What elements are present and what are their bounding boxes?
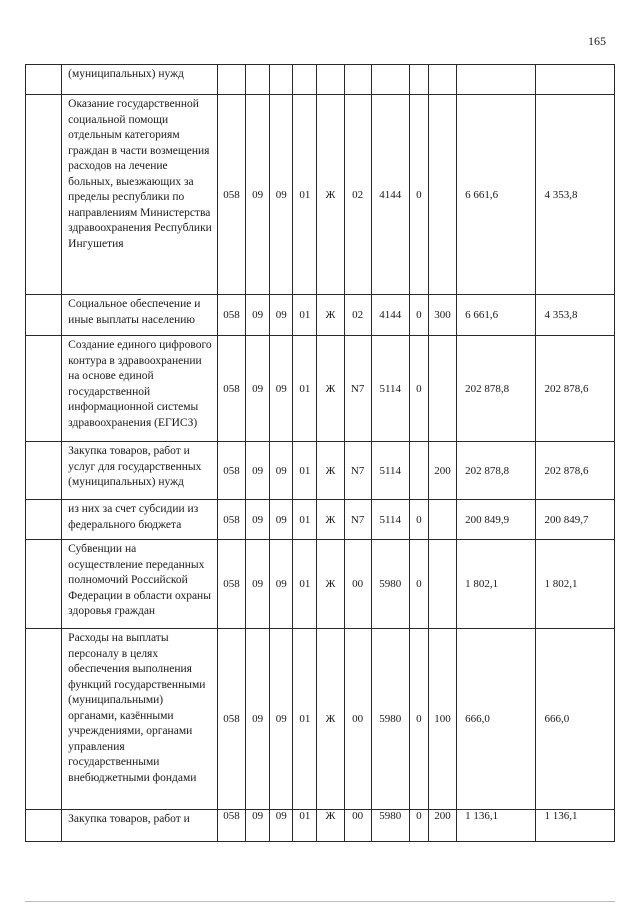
cell-expense-type [428, 95, 456, 295]
cell-planned-amount: 6 661,6 [457, 295, 536, 336]
cell-flag: 0 [409, 629, 428, 810]
cell-flag [409, 442, 428, 500]
cell-planned-amount [457, 65, 536, 95]
cell-section: 09 [246, 500, 270, 540]
cell-ministry-code: 058 [217, 442, 245, 500]
budget-table [25, 64, 615, 842]
cell-flag: 0 [409, 95, 428, 295]
cell-actual-amount: 4 353,8 [536, 295, 615, 336]
cell-subsection [270, 65, 293, 95]
cell-direction: 5980 [371, 629, 409, 810]
row-name: Социальное обеспечение и иные выплаты населению [62, 295, 218, 336]
cell-planned-amount: 1 136,1 [457, 810, 536, 842]
cell-program: 01 [293, 442, 317, 500]
cell-subsection: 09 [270, 336, 293, 442]
cell-flag: 0 [409, 336, 428, 442]
cell-expense-type: 200 [428, 442, 456, 500]
table-row [26, 500, 615, 540]
cell-section: 09 [246, 629, 270, 810]
cell-actual-amount: 202 878,6 [536, 442, 615, 500]
cell-section: 09 [246, 336, 270, 442]
cell-ministry-code: 058 [217, 95, 245, 295]
cell-flag: 0 [409, 810, 428, 842]
cell-section: 09 [246, 95, 270, 295]
cell-event: 02 [344, 95, 371, 295]
cell-direction: 5114 [371, 500, 409, 540]
cell-event: 00 [344, 540, 371, 629]
cell-subprogram: Ж [317, 810, 344, 842]
row-name: Закупка товаров, работ и услуг для государственных (муниципальных) нужд [62, 442, 218, 500]
cell-section: 09 [246, 810, 270, 842]
cell-subprogram: Ж [317, 442, 344, 500]
cell-subsection: 09 [270, 295, 293, 336]
row-name: Закупка товаров, работ и [62, 810, 218, 842]
cell-planned-amount: 202 878,8 [457, 336, 536, 442]
cell-actual-amount: 666,0 [536, 629, 615, 810]
cell-direction: 4144 [371, 95, 409, 295]
cell-subprogram [317, 65, 344, 95]
table-row [26, 810, 615, 842]
cell-flag: 0 [409, 540, 428, 629]
row-name: Субвенции на осуществление переданных полномочий Российской Федерации в области охраны здоровья граждан [62, 540, 218, 629]
cell-subprogram: Ж [317, 540, 344, 629]
cell-program: 01 [293, 629, 317, 810]
table-row [26, 95, 615, 295]
index-cell [26, 810, 62, 842]
cell-ministry-code [217, 65, 245, 95]
cell-actual-amount: 202 878,6 [536, 336, 615, 442]
row-name: из них за счет субсидии из федерального бюджета [62, 500, 218, 540]
cell-flag [409, 65, 428, 95]
table-row [26, 336, 615, 442]
cell-subsection: 09 [270, 810, 293, 842]
cell-program: 01 [293, 500, 317, 540]
index-cell [26, 95, 62, 295]
index-cell [26, 295, 62, 336]
page-bottom-rule [25, 901, 615, 902]
index-cell [26, 65, 62, 95]
table-row [26, 629, 615, 810]
table-body [26, 65, 615, 842]
cell-direction: 5114 [371, 336, 409, 442]
cell-actual-amount [536, 65, 615, 95]
cell-program: 01 [293, 810, 317, 842]
cell-expense-type: 300 [428, 295, 456, 336]
table-row [26, 295, 615, 336]
table-row [26, 540, 615, 629]
cell-section: 09 [246, 295, 270, 336]
cell-subprogram: Ж [317, 629, 344, 810]
cell-actual-amount: 1 136,1 [536, 810, 615, 842]
cell-subprogram: Ж [317, 500, 344, 540]
cell-subprogram: Ж [317, 295, 344, 336]
cell-program: 01 [293, 95, 317, 295]
cell-planned-amount: 200 849,9 [457, 500, 536, 540]
cell-expense-type [428, 336, 456, 442]
cell-ministry-code: 058 [217, 295, 245, 336]
cell-expense-type: 100 [428, 629, 456, 810]
cell-flag: 0 [409, 295, 428, 336]
cell-ministry-code: 058 [217, 500, 245, 540]
cell-event: 02 [344, 295, 371, 336]
index-cell [26, 336, 62, 442]
table-row [26, 442, 615, 500]
cell-event: N7 [344, 500, 371, 540]
cell-planned-amount: 6 661,6 [457, 95, 536, 295]
index-cell [26, 500, 62, 540]
cell-expense-type [428, 540, 456, 629]
cell-direction: 5980 [371, 810, 409, 842]
table-row [26, 65, 615, 95]
cell-ministry-code: 058 [217, 540, 245, 629]
cell-actual-amount: 4 353,8 [536, 95, 615, 295]
cell-subsection: 09 [270, 442, 293, 500]
cell-program: 01 [293, 295, 317, 336]
cell-program [293, 65, 317, 95]
cell-direction: 5114 [371, 442, 409, 500]
cell-direction [371, 65, 409, 95]
cell-actual-amount: 200 849,7 [536, 500, 615, 540]
page-number: 165 [588, 34, 606, 48]
cell-ministry-code: 058 [217, 629, 245, 810]
row-name: (муниципальных) нужд [62, 65, 218, 95]
cell-section [246, 65, 270, 95]
cell-direction: 4144 [371, 295, 409, 336]
cell-expense-type: 200 [428, 810, 456, 842]
cell-subsection: 09 [270, 629, 293, 810]
cell-event: 00 [344, 629, 371, 810]
row-name: Расходы на выплаты персоналу в целях обеспечения выполнения функций государственными (муниципальными) органами, казёнными учреждениями, органами управления государственными внебюджетными фондами [62, 629, 218, 810]
cell-subsection: 09 [270, 540, 293, 629]
cell-subsection: 09 [270, 95, 293, 295]
cell-planned-amount: 666,0 [457, 629, 536, 810]
cell-section: 09 [246, 540, 270, 629]
cell-direction: 5980 [371, 540, 409, 629]
cell-planned-amount: 1 802,1 [457, 540, 536, 629]
cell-expense-type [428, 65, 456, 95]
cell-program: 01 [293, 540, 317, 629]
cell-subprogram: Ж [317, 336, 344, 442]
row-name: Создание единого цифрового контура в здравоохранении на основе единой государственной информационной системы здравоохранения (ЕГИСЗ) [62, 336, 218, 442]
cell-ministry-code: 058 [217, 336, 245, 442]
cell-event: N7 [344, 442, 371, 500]
index-cell [26, 540, 62, 629]
index-cell [26, 442, 62, 500]
cell-subprogram: Ж [317, 95, 344, 295]
cell-subsection: 09 [270, 500, 293, 540]
cell-ministry-code: 058 [217, 810, 245, 842]
cell-section: 09 [246, 442, 270, 500]
cell-program: 01 [293, 336, 317, 442]
index-cell [26, 629, 62, 810]
cell-event: N7 [344, 336, 371, 442]
cell-expense-type [428, 500, 456, 540]
cell-actual-amount: 1 802,1 [536, 540, 615, 629]
cell-event: 00 [344, 810, 371, 842]
cell-event [344, 65, 371, 95]
cell-planned-amount: 202 878,8 [457, 442, 536, 500]
row-name: Оказание государственной социальной помощи отдельным категориям граждан в части возмещения расходов на лечение больных, выезжающих за пределы республики по направлениям Министерства здравоохранения Республики Ингушетия [62, 95, 218, 295]
cell-flag: 0 [409, 500, 428, 540]
